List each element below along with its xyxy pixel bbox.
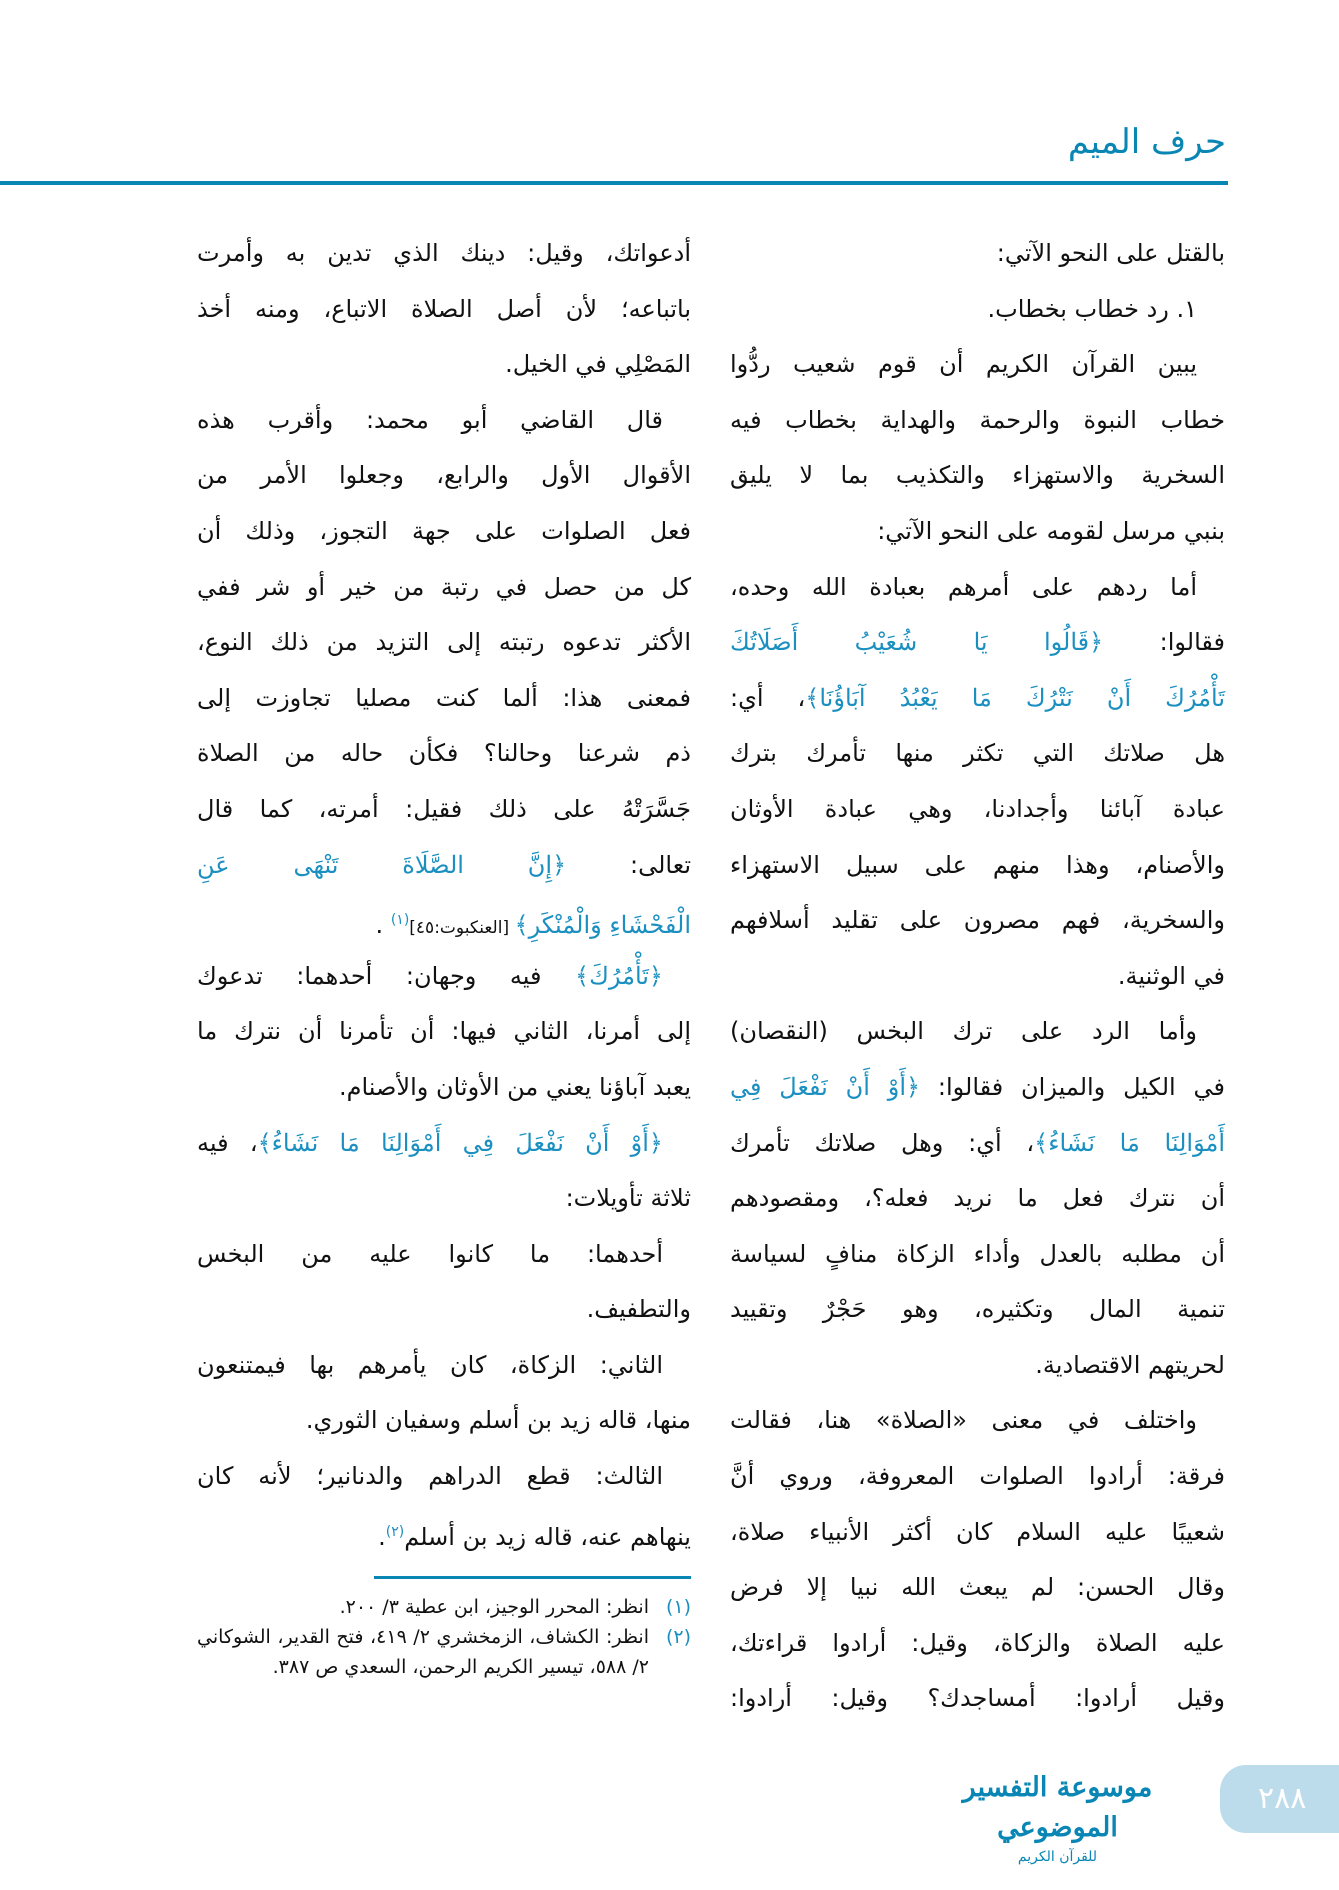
quran-verse: ﴿أَوْ أَنْ نَفْعَلَ فِي — [730, 1072, 921, 1101]
text-line — [197, 226, 691, 282]
encyclopedia-logo — [935, 1768, 1180, 1866]
footnote — [197, 1592, 691, 1622]
right-text-column — [730, 226, 1225, 1727]
text-segment: ذم شرعنا وحالنا؟ فكأن حاله من الصلاة — [197, 739, 691, 768]
text-line — [730, 448, 1225, 504]
text-segment: منها، قاله زيد بن أسلم وسفيان الثوري. — [305, 1406, 691, 1435]
text-segment: أن نترك فعل ما نريد فعله؟، ومقصودهم — [730, 1184, 1225, 1213]
logo-subtitle: للقرآن الكريم — [1017, 1849, 1098, 1865]
text-segment: والسخرية، فهم مصرون على تقليد أسلافهم — [730, 906, 1225, 935]
quran-verse: الْفَحْشَاءِ وَالْمُنْكَرِ﴾ — [514, 911, 691, 940]
text-segment: الأكثر تدعوه رتبته إلى التزيد من ذلك النوع، — [197, 628, 691, 657]
footnote-text: انظر: الكشاف، الزمخشري ٢/ ٤١٩، فتح القدير، الشوكاني ٢/ ٥٨٨، تيسير الكريم الرحمن، السعدي ص ٣٨٧. — [197, 1626, 649, 1678]
text-line — [197, 1227, 691, 1283]
footnote-text: انظر: المحرر الوجيز، ابن عطية ٣/ ٢٠٠. — [339, 1596, 649, 1618]
text-segment: جَسَّرَتْهُ على ذلك فقيل: أمرته، كما قال — [197, 794, 691, 823]
text-segment: فيه وجهان: أحدهما: تدعوك — [197, 961, 575, 990]
page-number: ٢٨٨ — [1220, 1765, 1339, 1833]
text-segment: والتطفيف. — [586, 1295, 691, 1324]
quran-verse: ﴿قَالُوا يَا شُعَيْبُ أَصَلَاتُكَ — [730, 628, 1104, 657]
text-segment: . — [378, 1522, 386, 1551]
text-line — [197, 393, 691, 449]
text-line — [197, 1449, 691, 1505]
text-segment: الثاني: الزكاة، كان يأمرهم بها فيمتنعون — [197, 1350, 663, 1379]
text-line — [197, 838, 691, 894]
text-line — [197, 448, 691, 504]
text-line — [197, 949, 691, 1005]
text-segment: أما ردهم على أمرهم بعبادة الله وحده، — [730, 572, 1197, 601]
text-segment: بالقتل على النحو الآتي: — [996, 239, 1225, 267]
text-line — [730, 949, 1225, 1005]
text-line — [197, 893, 691, 949]
text-line — [730, 1505, 1225, 1561]
text-segment: وأما الرد على ترك البخس (النقصان) — [730, 1017, 1197, 1046]
text-line — [730, 1116, 1225, 1172]
text-line — [197, 1004, 691, 1060]
text-segment: شعيبًا عليه السلام كان أكثر الأنبياء صلاة، — [730, 1517, 1225, 1546]
text-line — [730, 838, 1225, 894]
text-segment: ثلاثة تأويلات: — [565, 1184, 691, 1213]
text-segment: عبادة آبائنا وأجدادنا، وهي عبادة الأوثان — [730, 794, 1225, 823]
text-line — [730, 1004, 1225, 1060]
text-segment: خطاب النبوة والرحمة والهداية بخطاب فيه — [730, 405, 1225, 434]
text-segment: قال القاضي أبو محمد: وأقرب هذه — [197, 405, 663, 434]
text-line — [730, 337, 1225, 393]
quran-verse: ﴿إِنَّ الصَّلَاةَ تَنْهَى عَنِ — [197, 850, 567, 879]
quran-verse: أَمْوَالِنَا مَا نَشَاءُ﴾ — [1034, 1128, 1225, 1157]
text-segment: ينهاهم عنه، قاله زيد بن أسلم — [404, 1522, 691, 1551]
footnote-divider — [374, 1576, 691, 1579]
text-segment: ، فيه — [197, 1128, 258, 1157]
text-segment: السخرية والاستهزاء والتكذيب بما لا يليق — [730, 461, 1225, 490]
text-line — [730, 782, 1225, 838]
text-line — [197, 671, 691, 727]
left-text-column — [197, 226, 691, 1560]
footnote-number: (٢) — [665, 1626, 691, 1648]
text-line — [197, 1060, 691, 1116]
text-line — [197, 504, 691, 560]
text-line — [197, 1116, 691, 1172]
text-line — [730, 1671, 1225, 1727]
text-segment: الثالث: قطع الدراهم والدنانير؛ لأنه كان — [197, 1462, 663, 1491]
text-segment: ١. رد خطاب بخطاب. — [987, 294, 1197, 323]
footnote-number: (١) — [665, 1596, 691, 1618]
text-line — [730, 1227, 1225, 1283]
text-segment: باتباعه؛ لأن أصل الصلاة الاتباع، ومنه أخذ — [197, 294, 691, 323]
footnote-marker: (٢) — [385, 1523, 405, 1540]
footnote — [197, 1622, 691, 1682]
quran-verse: ﴿تَأْمُرُكَ﴾ — [575, 961, 663, 990]
text-line — [730, 1060, 1225, 1116]
quran-verse: ﴿أَوْ أَنْ نَفْعَلَ فِي أَمْوَالِنَا مَا نَشَاءُ﴾ — [257, 1128, 663, 1157]
text-segment: إلى أمرنا، الثاني فيها: أن تأمرنا أن نترك ما — [197, 1017, 691, 1046]
text-segment: والأصنام، وهذا منهم على سبيل الاستهزاء — [730, 850, 1225, 879]
quran-verse: تَأْمُرُكَ أَنْ نَتْرُكَ مَا يَعْبُدُ آبَاؤُنَا﴾ — [805, 683, 1225, 712]
text-segment: في الكيل والميزان فقالوا: — [920, 1072, 1225, 1101]
text-segment: أن مطلبه بالعدل وأداء الزكاة منافٍ لسياسة — [730, 1239, 1225, 1268]
text-line — [197, 1505, 691, 1561]
text-segment: تعالى: — [566, 850, 691, 879]
text-line — [730, 504, 1225, 560]
text-segment: يعبد آباؤنا يعني من الأوثان والأصنام. — [338, 1072, 691, 1101]
text-segment: أدعواتك، وقيل: دينك الذي تدين به وأمرت — [197, 239, 691, 267]
chapter-title: حرف الميم — [1067, 122, 1226, 162]
footnotes — [197, 1592, 691, 1682]
text-segment: بنبي مرسل لقومه على النحو الآتي: — [877, 516, 1225, 545]
text-line — [730, 726, 1225, 782]
text-segment: واختلف في معنى «الصلاة» هنا، فقالت — [730, 1406, 1197, 1435]
text-segment: وقيل أرادوا: أمساجدك؟ وقيل: أرادوا: — [730, 1684, 1225, 1713]
text-segment: . — [375, 911, 391, 940]
text-line — [730, 1560, 1225, 1616]
text-segment: عليه الصلاة والزكاة، وقيل: أرادوا قراءتك، — [730, 1628, 1225, 1657]
text-line — [197, 1338, 691, 1394]
text-line — [197, 782, 691, 838]
text-segment: لحريتهم الاقتصادية. — [1035, 1350, 1225, 1379]
text-segment: ، أي: — [730, 683, 806, 712]
header-divider — [0, 181, 1228, 185]
text-line — [730, 671, 1225, 727]
text-line — [730, 1616, 1225, 1672]
text-line — [197, 1171, 691, 1227]
text-segment: فرقة: أرادوا الصلوات المعروفة، وروي أنَّ — [730, 1462, 1225, 1491]
text-line — [730, 1449, 1225, 1505]
text-segment: فقالوا: — [1103, 628, 1225, 657]
text-segment: وقال الحسن: لم يبعث الله نبيا إلا فرض — [730, 1573, 1225, 1602]
text-segment: فعل الصلوات على جهة التجوز، وذلك أن — [197, 516, 691, 545]
text-segment: المَصْلِي في الخيل. — [505, 350, 691, 379]
text-line — [197, 560, 691, 616]
text-line — [730, 226, 1225, 282]
text-segment: في الوثنية. — [1117, 961, 1225, 990]
text-segment: يبين القرآن الكريم أن قوم شعيب ردُّوا — [730, 350, 1197, 379]
text-line — [730, 1393, 1225, 1449]
text-line — [197, 282, 691, 338]
text-line — [197, 1393, 691, 1449]
text-segment: ، أي: وهل صلاتك تأمرك — [730, 1128, 1035, 1157]
text-line — [730, 1282, 1225, 1338]
logo-title: موسوعة التفسير الموضوعي — [962, 1772, 1153, 1843]
text-line — [730, 282, 1225, 338]
text-line — [197, 726, 691, 782]
text-segment: أحدهما: ما كانوا عليه من البخس — [197, 1239, 663, 1268]
text-line — [730, 393, 1225, 449]
text-line — [197, 615, 691, 671]
text-line — [730, 615, 1225, 671]
text-segment: هل صلاتك التي تكثر منها تأمرك بترك — [730, 739, 1225, 768]
text-line — [197, 1282, 691, 1338]
text-segment: تنمية المال وتكثيره، وهو حَجْرٌ وتقييد — [730, 1295, 1225, 1324]
verse-reference: [العنكبوت:٤٥] — [409, 918, 515, 939]
footnote-marker: (١) — [390, 912, 410, 929]
text-segment: الأقوال الأول والرابع، وجعلوا الأمر من — [197, 461, 691, 490]
text-line — [197, 337, 691, 393]
text-line — [730, 893, 1225, 949]
text-line — [730, 560, 1225, 616]
text-segment: كل من حصل في رتبة من خير أو شر ففي — [197, 572, 691, 601]
text-line — [730, 1171, 1225, 1227]
text-line — [730, 1338, 1225, 1394]
text-segment: فمعنى هذا: ألما كنت مصليا تجاوزت إلى — [197, 683, 691, 712]
